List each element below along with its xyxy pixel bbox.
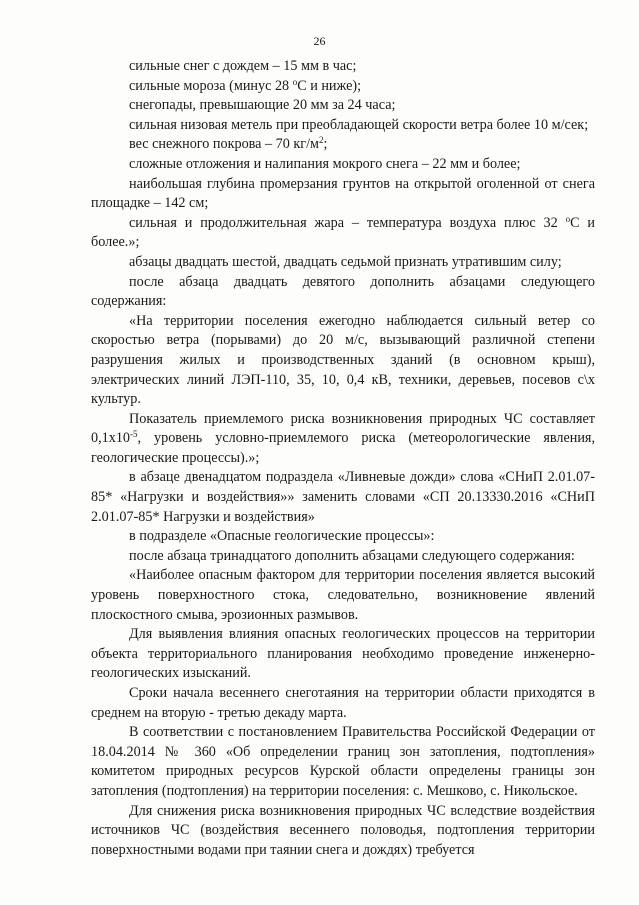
paragraph-9: абзацы двадцать шестой, двадцать седьмой признать утратившим силу;: [129, 253, 562, 270]
paragraph-6: сложные отложения и налипания мокрого снега – 22 мм и более;: [129, 155, 521, 172]
paragraph-3: снегопады, превышающие 20 мм за 24 часа;: [129, 97, 396, 114]
paragraph-4: сильная низовая метель при преобладающей скорости ветра более 10 м/сек;: [129, 116, 589, 133]
paragraph-20: Для снижения риска возникновения природных ЧС вследствие воздействия источников ЧС (воздействия весеннего половодья, подтопления территории поверхностными водами при таянии снега и дождях) требуется: [91, 802, 595, 858]
paragraph-15: после абзаца тринадцатого дополнить абзацами следующего содержания:: [129, 547, 575, 564]
paragraph-8: [91, 214, 595, 253]
paragraph-18: Сроки начала весеннего снеготаяния на территории области приходятся в среднем на вторую - третью декаду марта.: [91, 685, 595, 721]
paragraph-12-text: Показатель приемлемого риска возникновения природных ЧС составляет 0,1x10: [91, 410, 595, 447]
paragraph-11: «На территории поселения ежегодно наблюдается сильный ветер со скоростью ветра (порывами) до 20 м/с, вызывающий различной степени разрушения жилых и производственных зданий (в основном крыш), электрических линий ЛЭП-110, 35, 10, 0,4 кВ, техники, деревьев, посевов с\х культур.: [91, 312, 595, 408]
paragraph-16: «Наиболее опасным фактором для территории поселения является высокий уровень поверхностного стока, следовательно, возникновение явлений плоскостного смыва, эрозионных размывов.: [91, 567, 595, 623]
paragraph-14: в подразделе «Опасные геологические процессы»:: [129, 528, 435, 545]
paragraph-17: Для выявления влияния опасных геологических процессов на территории объекта территориального планирования необходимо проведение инженерно-геологических изысканий.: [91, 626, 595, 682]
square-superscript: 2: [319, 135, 324, 146]
paragraph-10: после абзаца двадцать девятого дополнить абзацами следующего содержания:: [91, 273, 595, 310]
paragraph-8-tail: С и более.»;: [91, 214, 595, 251]
paragraph-12-tail: , уровень условно-приемлемого риска (метеорологические явления, геологические процессы).»;: [91, 430, 595, 466]
paragraph-2-text: сильные мороза (минус 28: [129, 77, 293, 94]
paragraph-12: [91, 410, 595, 469]
paragraph-5-text: вес снежного покрова – 70 кг/м: [129, 136, 320, 153]
paragraph-7: наибольшая глубина промерзания грунтов на открытой оголенной от снега площадке – 142 см;: [91, 175, 595, 212]
paragraph-5: [91, 135, 595, 155]
degree-superscript-2: о: [565, 213, 571, 224]
paragraph-1: сильные снег с дождем – 15 мм в час;: [129, 58, 357, 74]
paragraph-2: [91, 77, 595, 97]
page-number: 26: [313, 34, 326, 48]
paragraph-5-tail: ;: [323, 136, 328, 153]
paragraph-2-tail: С и ниже);: [297, 77, 362, 94]
degree-superscript: о: [292, 76, 298, 87]
document-body: [91, 57, 595, 860]
paragraph-13: в абзаце двенадцатом подраздела «Ливневые дожди» слова «СНиП 2.01.07-85* «Нагрузки и воздействия»» заменить словами «СП 20.13330.2016 «СНиП 2.01.07-85* Нагрузки и воздействия»: [91, 469, 595, 525]
paragraph-8-text: сильная и продолжительная жара – температура воздуха плюс 32: [129, 214, 566, 231]
paragraph-19: В соответствии с постановлением Правительства Российской Федерации от 18.04.2014 № 360 «Об определении границ зон затопления, подтопления» комитетом природных ресурсов Курской области определены границы зон затопления (подтопления) на территории поселения: с. Мешково, с. Никольское.: [91, 724, 595, 799]
exponent-superscript: -5: [130, 429, 138, 440]
